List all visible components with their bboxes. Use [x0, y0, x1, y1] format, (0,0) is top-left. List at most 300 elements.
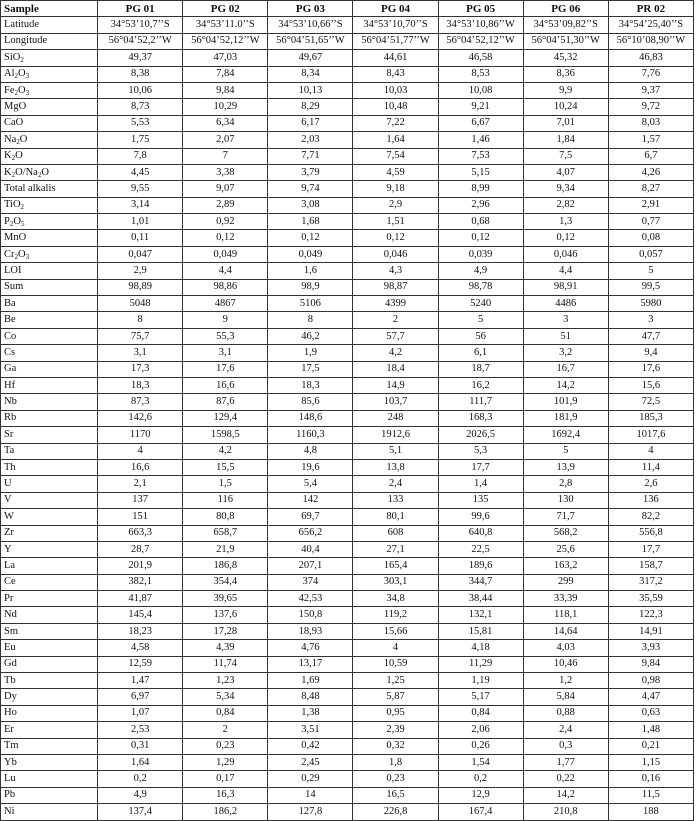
- value-cell: 8,36: [523, 66, 608, 82]
- value-cell: 21,9: [183, 541, 268, 557]
- table-row: [1, 197, 694, 213]
- value-cell: 1,2: [523, 673, 608, 689]
- value-cell: 27,1: [353, 541, 438, 557]
- table-row: [1, 377, 694, 393]
- value-cell: 1,46: [438, 132, 523, 148]
- value-cell: 4,8: [268, 443, 353, 459]
- value-cell: 0,046: [353, 246, 438, 262]
- label-text: Yb: [4, 756, 17, 768]
- value-cell: 10,08: [438, 82, 523, 98]
- row-label: [1, 181, 98, 197]
- row-label: [1, 541, 98, 557]
- value-cell: 6,97: [98, 689, 183, 705]
- label-text: Gd: [4, 658, 17, 670]
- label-text: Total alkalis: [4, 182, 56, 194]
- value-cell: 18,3: [98, 377, 183, 393]
- value-cell: 556,8: [608, 525, 693, 541]
- value-cell: 22,5: [438, 541, 523, 557]
- value-cell: 0,98: [608, 673, 693, 689]
- label-text: Ba: [4, 297, 16, 309]
- value-cell: 0,047: [98, 246, 183, 262]
- value-cell: 98,78: [438, 279, 523, 295]
- row-label: [1, 132, 98, 148]
- value-cell: 10,29: [183, 99, 268, 115]
- value-cell: 0,22: [523, 771, 608, 787]
- label-text: Cs: [4, 346, 16, 358]
- row-label: [1, 509, 98, 525]
- value-cell: 4: [608, 443, 693, 459]
- label-text: K: [4, 166, 12, 178]
- value-cell: 608: [353, 525, 438, 541]
- row-label: [1, 738, 98, 754]
- value-cell: 0,3: [523, 738, 608, 754]
- value-cell: 6,34: [183, 115, 268, 131]
- value-cell: 51: [523, 328, 608, 344]
- value-cell: 1,75: [98, 132, 183, 148]
- label-text: Zr: [4, 527, 14, 539]
- row-label: [1, 410, 98, 426]
- value-cell: 1,48: [608, 722, 693, 738]
- value-cell: 0,23: [353, 771, 438, 787]
- value-cell: 1,9: [268, 345, 353, 361]
- value-cell: 13,17: [268, 656, 353, 672]
- value-cell: 75,7: [98, 328, 183, 344]
- value-cell: 10,48: [353, 99, 438, 115]
- table-row: [1, 509, 694, 525]
- value-cell: 7,54: [353, 148, 438, 164]
- label-text: V: [4, 494, 12, 506]
- value-cell: 10,13: [268, 82, 353, 98]
- value-cell: 5,1: [353, 443, 438, 459]
- value-cell: 10,03: [353, 82, 438, 98]
- value-cell: 4,47: [608, 689, 693, 705]
- row-label: [1, 17, 98, 33]
- value-cell: 136: [608, 492, 693, 508]
- value-cell: 0,12: [183, 230, 268, 246]
- value-cell: 1,23: [183, 673, 268, 689]
- value-cell: 4,4: [523, 263, 608, 279]
- value-cell: 9,74: [268, 181, 353, 197]
- table-row: [1, 279, 694, 295]
- label-text: O: [15, 150, 23, 162]
- value-cell: 7,22: [353, 115, 438, 131]
- value-cell: 0,26: [438, 738, 523, 754]
- value-cell: 80,1: [353, 509, 438, 525]
- value-cell: 119,2: [353, 607, 438, 623]
- value-cell: 3,38: [183, 164, 268, 180]
- row-label: [1, 328, 98, 344]
- label-text: Pr: [4, 592, 14, 604]
- value-cell: 201,9: [98, 558, 183, 574]
- value-cell: 4,3: [353, 263, 438, 279]
- value-cell: 16,7: [523, 361, 608, 377]
- value-cell: 5,4: [268, 476, 353, 492]
- row-label: [1, 459, 98, 475]
- value-cell: 142,6: [98, 410, 183, 426]
- value-cell: 0,32: [353, 738, 438, 754]
- value-cell: 189,6: [438, 558, 523, 574]
- value-cell: 10,06: [98, 82, 183, 98]
- value-cell: 2,6: [608, 476, 693, 492]
- value-cell: 5,84: [523, 689, 608, 705]
- value-cell: 4,2: [183, 443, 268, 459]
- value-cell: 71,7: [523, 509, 608, 525]
- value-cell: 15,6: [608, 377, 693, 393]
- value-cell: 186,8: [183, 558, 268, 574]
- value-cell: 5,87: [353, 689, 438, 705]
- value-cell: 11,74: [183, 656, 268, 672]
- value-cell: 210,8: [523, 804, 608, 820]
- value-cell: 56°04’52,12’’W: [438, 33, 523, 49]
- value-cell: 5,3: [438, 443, 523, 459]
- value-cell: 3,2: [523, 345, 608, 361]
- table-row: [1, 394, 694, 410]
- value-cell: 101,9: [523, 394, 608, 410]
- label-text: CaO: [4, 117, 24, 129]
- value-cell: 38,44: [438, 591, 523, 607]
- value-cell: 1160,3: [268, 427, 353, 443]
- header-row: [1, 1, 694, 17]
- value-cell: 13,8: [353, 459, 438, 475]
- value-cell: 33,39: [523, 591, 608, 607]
- value-cell: 0,23: [183, 738, 268, 754]
- value-cell: 0,08: [608, 230, 693, 246]
- value-cell: 41,87: [98, 591, 183, 607]
- value-cell: 4,2: [353, 345, 438, 361]
- label-text: Ce: [4, 576, 16, 588]
- value-cell: 2,1: [98, 476, 183, 492]
- value-cell: 7,84: [183, 66, 268, 82]
- value-cell: 2,4: [523, 722, 608, 738]
- table-row: [1, 328, 694, 344]
- value-cell: 3: [523, 312, 608, 328]
- value-cell: 2,9: [353, 197, 438, 213]
- value-cell: 34°54’25,40’’S: [608, 17, 693, 33]
- header-sample: PG 05: [438, 1, 523, 17]
- value-cell: 1,25: [353, 673, 438, 689]
- table-row: [1, 99, 694, 115]
- value-cell: 42,53: [268, 591, 353, 607]
- value-cell: 1,51: [353, 214, 438, 230]
- value-cell: 9,34: [523, 181, 608, 197]
- value-cell: 17,7: [608, 541, 693, 557]
- row-label: [1, 263, 98, 279]
- value-cell: 5: [438, 312, 523, 328]
- value-cell: 17,28: [183, 623, 268, 639]
- value-cell: 15,81: [438, 623, 523, 639]
- row-label: [1, 443, 98, 459]
- label-text: Hf: [4, 379, 16, 391]
- value-cell: 1,6: [268, 263, 353, 279]
- value-cell: 640,8: [438, 525, 523, 541]
- value-cell: 8,27: [608, 181, 693, 197]
- value-cell: 158,7: [608, 558, 693, 574]
- row-label: [1, 705, 98, 721]
- value-cell: 16,6: [183, 377, 268, 393]
- value-cell: 3,51: [268, 722, 353, 738]
- value-cell: 317,2: [608, 574, 693, 590]
- table-row: [1, 754, 694, 770]
- value-cell: 1,47: [98, 673, 183, 689]
- value-cell: 0,2: [438, 771, 523, 787]
- value-cell: 17,5: [268, 361, 353, 377]
- value-cell: 8: [268, 312, 353, 328]
- value-cell: 0,84: [183, 705, 268, 721]
- value-cell: 1,15: [608, 754, 693, 770]
- label-text: Ho: [4, 707, 17, 719]
- value-cell: 116: [183, 492, 268, 508]
- value-cell: 8,99: [438, 181, 523, 197]
- header-sample: PG 03: [268, 1, 353, 17]
- row-label: [1, 361, 98, 377]
- value-cell: 9,21: [438, 99, 523, 115]
- value-cell: 87,3: [98, 394, 183, 410]
- row-label: [1, 673, 98, 689]
- value-cell: 188: [608, 804, 693, 820]
- value-cell: 99,5: [608, 279, 693, 295]
- table-row: [1, 296, 694, 312]
- value-cell: 4,59: [353, 164, 438, 180]
- value-cell: 46,83: [608, 50, 693, 66]
- label-subscript: 5: [20, 219, 25, 228]
- table-row: [1, 164, 694, 180]
- label-text: O: [19, 133, 28, 145]
- value-cell: 57,7: [353, 328, 438, 344]
- value-cell: 4,9: [438, 263, 523, 279]
- label-text: Na: [4, 133, 17, 145]
- value-cell: 4,39: [183, 640, 268, 656]
- label-text: Tm: [4, 740, 19, 752]
- value-cell: 186,2: [183, 804, 268, 820]
- table-row: [1, 312, 694, 328]
- table-row: [1, 132, 694, 148]
- value-cell: 137,4: [98, 804, 183, 820]
- label-subscript: 3: [25, 252, 30, 261]
- value-cell: 7,76: [608, 66, 693, 82]
- value-cell: 4,03: [523, 640, 608, 656]
- row-label: [1, 82, 98, 98]
- value-cell: 2026,5: [438, 427, 523, 443]
- value-cell: 85,6: [268, 394, 353, 410]
- label-text: Sum: [4, 281, 24, 293]
- header-sample: PG 02: [183, 1, 268, 17]
- value-cell: 9: [183, 312, 268, 328]
- value-cell: 103,7: [353, 394, 438, 410]
- label-subscript: 2: [14, 88, 18, 97]
- value-cell: 7,01: [523, 115, 608, 131]
- value-cell: 56°04’51,65’’W: [268, 33, 353, 49]
- value-cell: 16,3: [183, 787, 268, 803]
- value-cell: 1,8: [353, 754, 438, 770]
- row-label: [1, 722, 98, 738]
- value-cell: 10,24: [523, 99, 608, 115]
- value-cell: 18,3: [268, 377, 353, 393]
- value-cell: 0,17: [183, 771, 268, 787]
- value-cell: 87,6: [183, 394, 268, 410]
- value-cell: 132,1: [438, 607, 523, 623]
- label-text: Cr: [4, 248, 15, 260]
- value-cell: 111,7: [438, 394, 523, 410]
- row-label: [1, 246, 98, 262]
- value-cell: 15,5: [183, 459, 268, 475]
- label-text: MnO: [4, 232, 27, 244]
- value-cell: 56°04’52,2’’W: [98, 33, 183, 49]
- value-cell: 8,53: [438, 66, 523, 82]
- table-row: [1, 689, 694, 705]
- value-cell: 18,4: [353, 361, 438, 377]
- value-cell: 6,7: [608, 148, 693, 164]
- value-cell: 4: [353, 640, 438, 656]
- row-label: [1, 164, 98, 180]
- value-cell: 0,057: [608, 246, 693, 262]
- value-cell: 16,6: [98, 459, 183, 475]
- table-row: [1, 492, 694, 508]
- value-cell: 14,9: [353, 377, 438, 393]
- row-label: [1, 197, 98, 213]
- value-cell: 181,9: [523, 410, 608, 426]
- value-cell: 98,87: [353, 279, 438, 295]
- value-cell: 4,4: [183, 263, 268, 279]
- value-cell: 0,046: [523, 246, 608, 262]
- value-cell: 0,63: [608, 705, 693, 721]
- label-text: Nb: [4, 396, 17, 408]
- value-cell: 5: [608, 263, 693, 279]
- value-cell: 1692,4: [523, 427, 608, 443]
- value-cell: 0,049: [268, 246, 353, 262]
- value-cell: 248: [353, 410, 438, 426]
- value-cell: 163,2: [523, 558, 608, 574]
- value-cell: 9,37: [608, 82, 693, 98]
- value-cell: 0,84: [438, 705, 523, 721]
- value-cell: 7,8: [98, 148, 183, 164]
- value-cell: 4,9: [98, 787, 183, 803]
- value-cell: 98,91: [523, 279, 608, 295]
- value-cell: 0,92: [183, 214, 268, 230]
- row-label: [1, 50, 98, 66]
- label-subscript: 2: [14, 252, 18, 261]
- value-cell: 3,1: [183, 345, 268, 361]
- value-cell: 14,64: [523, 623, 608, 639]
- table-row: [1, 591, 694, 607]
- label-text: Er: [4, 723, 14, 735]
- value-cell: 34°53’10,66’’S: [268, 17, 353, 33]
- table-row: [1, 459, 694, 475]
- value-cell: 127,8: [268, 804, 353, 820]
- row-label: [1, 427, 98, 443]
- row-label: [1, 574, 98, 590]
- value-cell: 299: [523, 574, 608, 590]
- value-cell: 8,43: [353, 66, 438, 82]
- value-cell: 118,1: [523, 607, 608, 623]
- value-cell: 2,07: [183, 132, 268, 148]
- label-text: Y: [4, 543, 12, 555]
- label-text: Sm: [4, 625, 19, 637]
- value-cell: 17,3: [98, 361, 183, 377]
- value-cell: 80,8: [183, 509, 268, 525]
- value-cell: 1,07: [98, 705, 183, 721]
- table-row: [1, 263, 694, 279]
- value-cell: 5048: [98, 296, 183, 312]
- value-cell: 2,91: [608, 197, 693, 213]
- value-cell: 2,45: [268, 754, 353, 770]
- value-cell: 40,4: [268, 541, 353, 557]
- row-label: [1, 558, 98, 574]
- value-cell: 303,1: [353, 574, 438, 590]
- value-cell: 9,84: [608, 656, 693, 672]
- value-cell: 3,93: [608, 640, 693, 656]
- value-cell: 0,29: [268, 771, 353, 787]
- value-cell: 8,38: [98, 66, 183, 82]
- value-cell: 382,1: [98, 574, 183, 590]
- table-row: [1, 607, 694, 623]
- value-cell: 34°53’10,86’’W: [438, 17, 523, 33]
- label-subscript: 2: [11, 154, 16, 163]
- value-cell: 34°53’11.0’’S: [183, 17, 268, 33]
- value-cell: 168,3: [438, 410, 523, 426]
- label-subscript: 2: [20, 203, 25, 212]
- row-label: [1, 476, 98, 492]
- row-label: [1, 214, 98, 230]
- table-row: [1, 181, 694, 197]
- label-subscript: 2: [20, 55, 24, 64]
- value-cell: 130: [523, 492, 608, 508]
- value-cell: 49,37: [98, 50, 183, 66]
- value-cell: 148,6: [268, 410, 353, 426]
- value-cell: 137,6: [183, 607, 268, 623]
- value-cell: 7: [183, 148, 268, 164]
- table-row: [1, 82, 694, 98]
- label-text: La: [4, 559, 16, 571]
- value-cell: 12,9: [438, 787, 523, 803]
- value-cell: 56°04’51,30’’W: [523, 33, 608, 49]
- value-cell: 11,4: [608, 459, 693, 475]
- value-cell: 0,42: [268, 738, 353, 754]
- value-cell: 9,9: [523, 82, 608, 98]
- row-label: [1, 591, 98, 607]
- value-cell: 18,23: [98, 623, 183, 639]
- label-text: TiO: [4, 199, 21, 211]
- value-cell: 5,34: [183, 689, 268, 705]
- value-cell: 1,77: [523, 754, 608, 770]
- row-label: [1, 623, 98, 639]
- value-cell: 2,53: [98, 722, 183, 738]
- value-cell: 207,1: [268, 558, 353, 574]
- row-label: [1, 525, 98, 541]
- header-sample: PR 02: [608, 1, 693, 17]
- value-cell: 69,7: [268, 509, 353, 525]
- label-text: Nd: [4, 609, 17, 621]
- value-cell: 56: [438, 328, 523, 344]
- table-row: [1, 17, 694, 33]
- value-cell: 8,34: [268, 66, 353, 82]
- value-cell: 0,88: [523, 705, 608, 721]
- value-cell: 17,7: [438, 459, 523, 475]
- value-cell: 4,07: [523, 164, 608, 180]
- label-text: Th: [4, 461, 16, 473]
- value-cell: 354,4: [183, 574, 268, 590]
- value-cell: 2,03: [268, 132, 353, 148]
- value-cell: 1,64: [353, 132, 438, 148]
- label-text: SiO: [4, 51, 21, 63]
- table-row: [1, 50, 694, 66]
- value-cell: 135: [438, 492, 523, 508]
- label-subscript: 2: [9, 219, 14, 228]
- value-cell: 34°53’09,82’’S: [523, 17, 608, 33]
- value-cell: 46,2: [268, 328, 353, 344]
- value-cell: 4,26: [608, 164, 693, 180]
- value-cell: 9,18: [353, 181, 438, 197]
- row-label: [1, 607, 98, 623]
